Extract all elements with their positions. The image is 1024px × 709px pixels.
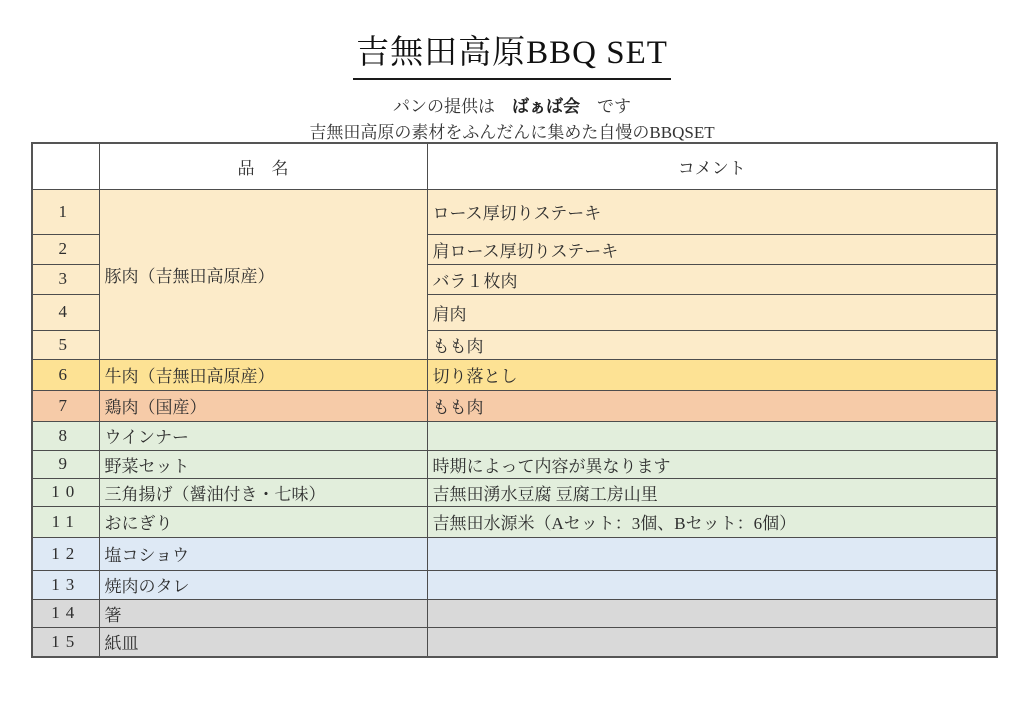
- row-number: 6: [32, 359, 99, 390]
- row-number: 8: [32, 421, 99, 450]
- item-name: おにぎり: [99, 506, 427, 537]
- table-row: [32, 599, 997, 627]
- item-comment: 肩ロース厚切りステーキ: [427, 234, 997, 264]
- item-comment: [427, 599, 997, 627]
- item-name: ウインナー: [99, 421, 427, 450]
- table-row: [32, 627, 997, 657]
- row-number: 7: [32, 390, 99, 421]
- item-comment: [427, 537, 997, 570]
- item-comment: 吉無田水源米（Aセット：3個、Bセット：6個）: [427, 506, 997, 537]
- item-name: 鶏肉（国産）: [99, 390, 427, 421]
- item-name-pork-merged: 豚肉（吉無田高原産）: [99, 189, 427, 359]
- item-comment: 切り落とし: [427, 359, 997, 390]
- item-comment: 肩肉: [427, 294, 997, 330]
- row-number: 3: [32, 264, 99, 294]
- subtitle-prefix: パンの提供は: [393, 97, 512, 116]
- table-row: [32, 421, 997, 450]
- item-comment: バラ１枚肉: [427, 264, 997, 294]
- subtitle-provider-name: ばぁば会: [512, 97, 580, 116]
- row-number: 5: [32, 330, 99, 359]
- item-comment: [427, 421, 997, 450]
- header-no: [32, 143, 99, 189]
- row-number: 2: [32, 234, 99, 264]
- header-comment: コメント: [427, 143, 997, 189]
- item-comment: ロース厚切りステーキ: [427, 189, 997, 234]
- table-row: [32, 450, 997, 478]
- item-comment: [427, 570, 997, 599]
- row-number: 10: [32, 478, 99, 506]
- subtitle-suffix: です: [580, 97, 631, 116]
- table-row: [32, 478, 997, 506]
- row-number: 13: [32, 570, 99, 599]
- item-name: 牛肉（吉無田高原産）: [99, 359, 427, 390]
- table-row: [32, 390, 997, 421]
- table-header-row: [32, 143, 997, 189]
- title-row: [0, 26, 1024, 80]
- row-number: 1: [32, 189, 99, 234]
- bbq-set-table: [31, 142, 998, 658]
- row-number: 9: [32, 450, 99, 478]
- subtitle-line2: 吉無田高原の素材をふんだんに集めた自慢のBBQSET: [309, 123, 715, 142]
- row-number: 4: [32, 294, 99, 330]
- item-name: 焼肉のタレ: [99, 570, 427, 599]
- header-item-name: 品 名: [99, 143, 427, 189]
- item-name: 紙皿: [99, 627, 427, 657]
- item-name: 箸: [99, 599, 427, 627]
- item-name: 塩コショウ: [99, 537, 427, 570]
- item-comment: もも肉: [427, 330, 997, 359]
- row-number: 11: [32, 506, 99, 537]
- item-comment: もも肉: [427, 390, 997, 421]
- item-comment: [427, 627, 997, 657]
- table-row: [32, 189, 997, 234]
- item-name: 三角揚げ（醤油付き・七味）: [99, 478, 427, 506]
- table-row: [32, 359, 997, 390]
- subtitle-line1: [0, 92, 1024, 117]
- row-number: 12: [32, 537, 99, 570]
- table-row: [32, 570, 997, 599]
- item-comment: 時期によって内容が異なります: [427, 450, 997, 478]
- table-row: [32, 537, 997, 570]
- item-name: 野菜セット: [99, 450, 427, 478]
- table-row: [32, 506, 997, 537]
- item-comment: 吉無田湧水豆腐 豆腐工房山里: [427, 478, 997, 506]
- page-title: 吉無田高原BBQ SET: [353, 26, 671, 80]
- row-number: 15: [32, 627, 99, 657]
- row-number: 14: [32, 599, 99, 627]
